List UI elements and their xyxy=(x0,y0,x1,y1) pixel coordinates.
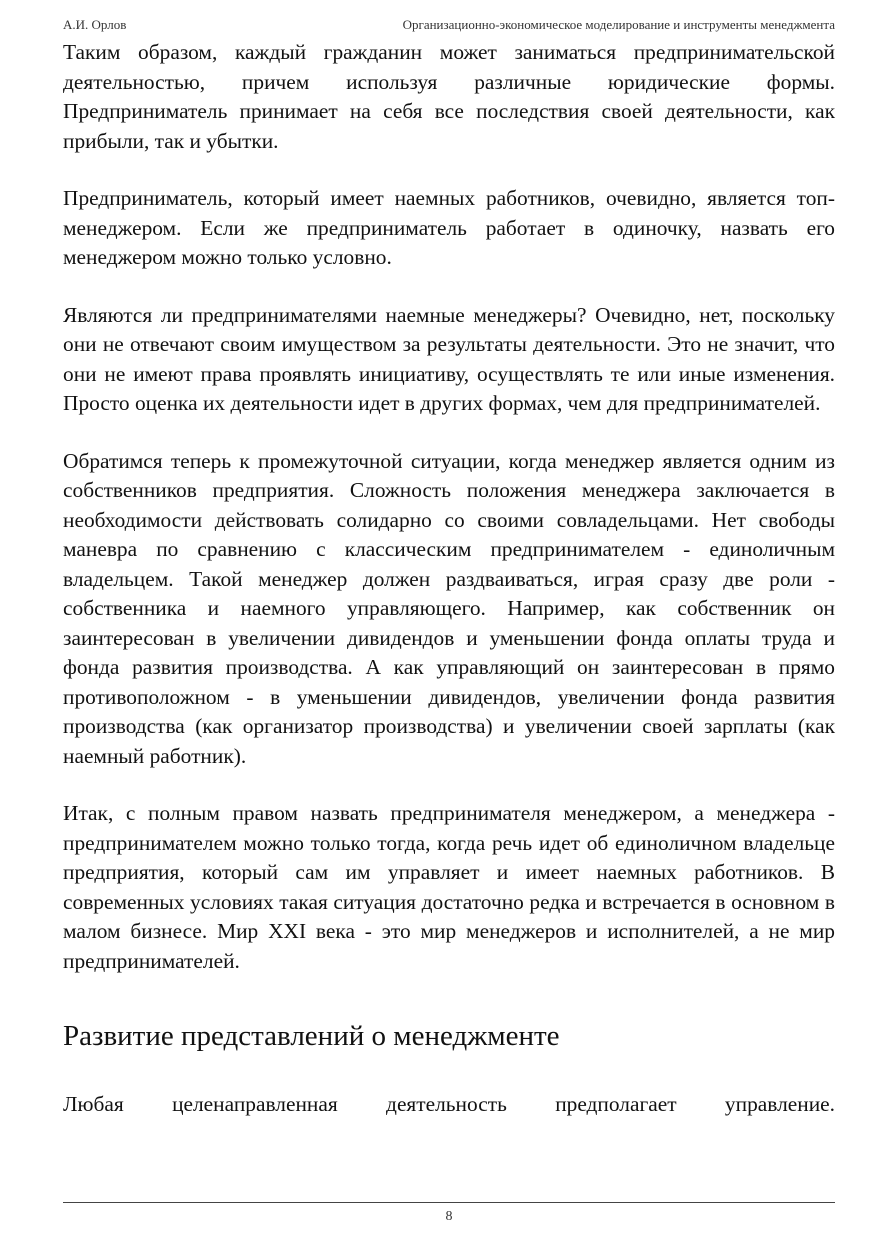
header-author: А.И. Орлов xyxy=(63,17,127,32)
body-text xyxy=(63,38,835,1120)
paragraph: Являются ли предпринимателями наемные менеджеры? Очевидно, нет, поскольку они не отвечают своим имуществом за результаты деятельности. Это не значит, что они не имеют права проявлять инициативу, осуществлять те или иные изменения. Просто оценка их деятельности идет в других формах, чем для предпринимателей. xyxy=(63,302,835,415)
page-footer xyxy=(63,1202,835,1228)
section-heading: Развитие представлений о менеджменте xyxy=(63,1020,560,1052)
paragraph: Таким образом, каждый гражданин может заниматься предпринимательской деятельностью, причем используя различные юридические формы. Предприниматель принимает на себя все последствия своей деятельности, как прибыли, так и убытки. xyxy=(63,40,835,153)
page-number: 8 xyxy=(445,1209,453,1224)
section-first-line: Любая целенаправленная деятельность предполагает управление. xyxy=(63,1092,835,1116)
paragraph: Итак, с полным правом назвать предпринимателя менеджером, а менеджера - предпринимателем можно только тогда, когда речь идет об единоличном владельце предприятия, который сам им управляет и имеет наемных работников. В современных условиях такая ситуация достаточно редка и встречается в основном в малом бизнесе. Мир XXI века - это мир менеджеров и исполнителей, а не мир предпринимателей. xyxy=(63,801,835,973)
document-page xyxy=(63,0,835,1241)
running-header xyxy=(63,17,835,33)
paragraph: Обратимся теперь к промежуточной ситуации, когда менеджер является одним из собственников предприятия. Сложность положения менеджера заключается в необходимости действовать солидарно со своими совладельцами. Нет свободы маневра по сравнению с классическим предпринимателем - единоличным владельцем. Такой менеджер должен раздваиваться, играя сразу две роли - собственника и наемного управляющего. Например, как собственник он заинтересован в увеличении дивидендов и уменьшении фонда оплаты труда и фонда развития производства. А как управляющий он заинтересован в прямо противоположном - в уменьшении дивидендов, увеличении фонда развития производства (как организатор производства) и увеличении своей зарплаты (как наемный работник). xyxy=(63,448,835,768)
header-title: Организационно-экономическое моделирование и инструменты менеджмента xyxy=(402,17,835,32)
paragraph: Предприниматель, который имеет наемных работников, очевидно, является топ-менеджером. Если же предприниматель работает в одиночку, назвать его менеджером можно только условно. xyxy=(63,186,835,269)
